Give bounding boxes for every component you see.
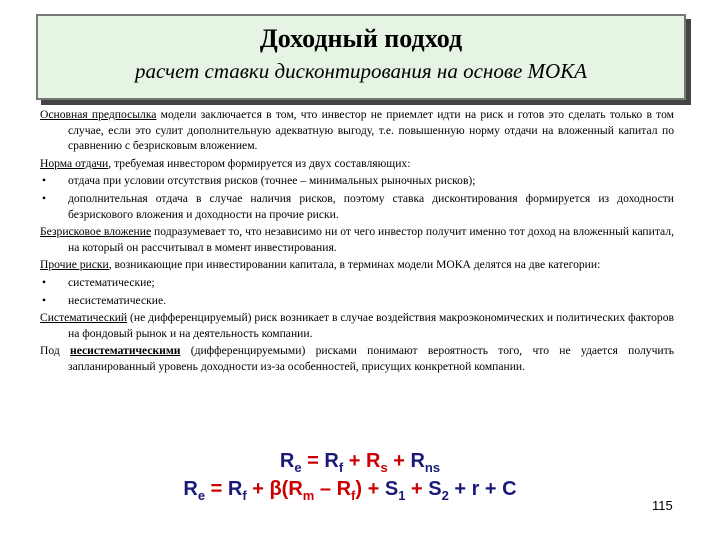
paragraph-premise	[40, 107, 674, 154]
term-other-risks: Прочие риски	[40, 258, 109, 272]
formula-operator: +	[343, 450, 366, 472]
term-return-rate: Норма отдачи	[40, 156, 109, 170]
bullet-item-2	[40, 191, 674, 222]
term-premise: Основная предпосылка	[40, 108, 157, 121]
text-premise: модели заключается в том, что инвестор не приемлет идти на риск и готов это сделать только в том случае, если это сулит дополнительную адекватную выгоду, т.е. повышенную норму отдачи на вложенный капитал по сравнению с безрисковым вложением.	[68, 108, 674, 153]
bullet-item-4	[40, 293, 674, 309]
bullet-text-2: дополнительная отдача в случае наличия рисков, поэтому ставка дисконтирования формируется из доходности безрискового вложения и доходности на прочие риски.	[68, 191, 674, 221]
formula-operator: =	[205, 478, 228, 500]
formula-subscript: f	[351, 488, 356, 503]
bullet-icon: •	[42, 293, 47, 307]
paragraph-unsystematic	[40, 343, 674, 374]
paragraph-riskfree	[40, 224, 674, 255]
formula-operator: – R	[314, 478, 352, 500]
bullet-icon: •	[42, 275, 47, 289]
bullet-text-3: систематические;	[68, 275, 155, 289]
bullet-item-3	[40, 275, 674, 291]
body-text	[40, 107, 674, 377]
text-other-risks: , возникающие при инвестировании капитала, в терминах модели МОКА делятся на две категории:	[108, 258, 601, 272]
formula-subscript: f	[338, 460, 344, 475]
term-riskfree: Безрисковое вложение	[40, 225, 152, 239]
formula-symbol-r: R	[365, 450, 381, 472]
formula-symbol-r: R	[324, 450, 339, 472]
formula-subscript: f	[242, 488, 247, 503]
text-unsystematic: (дифференцируемыми) рисками понимают вероятность того, что не удается получить запланированный уровень доходности из-за особенностей, присущих конкретной компании.	[68, 344, 674, 373]
formula-beta-term: β(R	[269, 478, 303, 500]
term-unsystematic: несистематическими	[70, 344, 181, 358]
formula-symbol-r: R	[410, 450, 425, 472]
formula-symbol-r: R	[279, 450, 295, 472]
page-number: 115	[652, 498, 673, 513]
paragraph-systematic	[40, 310, 674, 341]
formula-symbol-s: S	[428, 478, 442, 500]
formula-symbol-r: R	[183, 478, 198, 500]
formula-operator: )	[355, 478, 363, 500]
formula-subscript: e	[197, 488, 206, 503]
formula-subscript: 2	[441, 488, 449, 503]
text-systematic: (не дифференцируемый) риск возникает в случае воздействия макроэкономических и политических факторов на фондовый рынок и на деятельность компании.	[68, 311, 674, 340]
formula-operator: =	[301, 450, 325, 472]
formula-operator: +	[405, 478, 429, 500]
formula-symbol-r: R	[227, 478, 243, 500]
formula-operator: +	[246, 478, 270, 500]
formula-operator: +	[387, 450, 411, 472]
bullet-icon: •	[42, 191, 47, 205]
formula-symbol-s: S	[384, 478, 399, 500]
formula-subscript: s	[380, 460, 388, 475]
formula-subscript: 1	[398, 488, 406, 503]
text-return-rate: , требуемая инвестором формируется из двух составляющих:	[108, 156, 411, 170]
slide-title: Доходный подход	[259, 24, 463, 53]
bullet-text-4: несистематические.	[68, 293, 167, 307]
formula-subscript: ns	[424, 460, 441, 475]
slide-title-box	[36, 14, 686, 100]
formula-subscript: m	[302, 488, 315, 503]
bullet-text-1: отдача при условии отсутствия рисков (точнее – минимальных рыночных рисков);	[68, 174, 476, 188]
formula-tail: + r + C	[448, 478, 517, 500]
bullet-item-1	[40, 173, 674, 189]
text-unsystematic-pre: Под	[40, 344, 71, 358]
formula-operator: +	[362, 478, 385, 500]
formula-capm-extended	[0, 478, 710, 503]
text-riskfree: подразумевает то, что независимо ни от чего инвестор получит именно тот доход на вложенный капитал, на который он рассчитывал в момент инвестирования.	[68, 225, 674, 254]
paragraph-return-rate	[40, 156, 674, 172]
term-systematic: Систематический	[40, 311, 128, 325]
formula-rate-components	[0, 450, 720, 475]
paragraph-other-risks	[40, 257, 674, 273]
slide-subtitle: расчет ставки дисконтирования на основе МОКА	[135, 59, 587, 83]
formula-subscript: e	[294, 460, 302, 475]
bullet-icon: •	[42, 174, 47, 188]
